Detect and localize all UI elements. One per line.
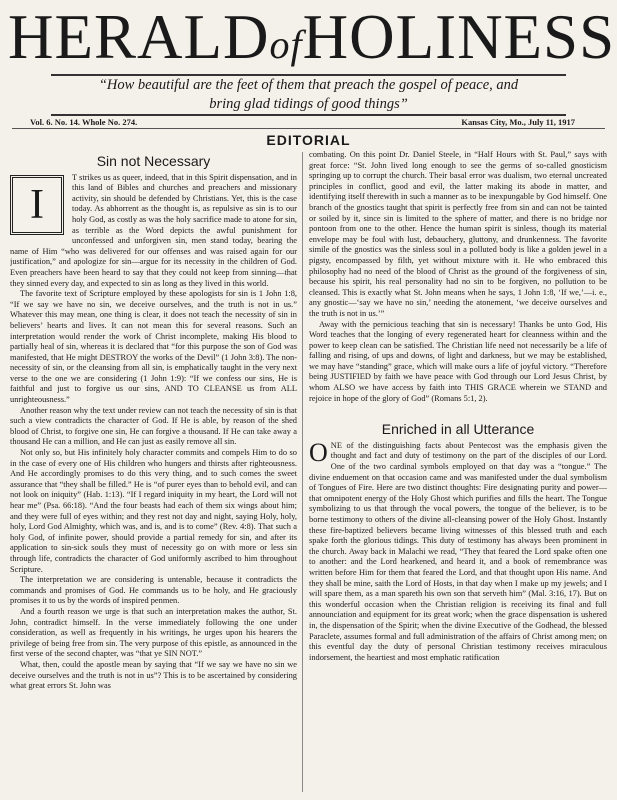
article-paragraph: What, then, could the apostle mean by saying that “If we say we have no sin we deceive ourselves and the truth is not in us”? This is to be ascertained by considering what great errors St. John was [10,659,297,691]
paragraph-text: NE of the distinguishing facts about Pentecost was the emphasis given the thought and fact and duty of testimony on the part of the disciples of our Lord. One of the two cardinal symbols employed on that day was a “tongue.” The divine enduement on that occasion came and was manifested under the dual symbolism of Tongues of Fire. Here are two distinct thoughts: Fire designating purity and power—that omnipotent energy of the Holy Ghost which purifies and fills the heart. The Tongue symbolizing to us that through the vocal powers, the tongue of the believer, is to be borne testimony to others of the divine all-cleansing power of the Holy Ghost. Instantly these fire-baptized believers became living witnesses of this blessed truth and each spake forth the glorious tidings. This duty of testimony has always been prominent in the church. Away back in Malachi we read, “They that feared the Lord spake often one to another: and the Lord hearkened, and heard it, and a book of remembrance was written before Him for them that feared the Lord, and that thought upon His name. And they shall be mine, saith the Lord of Hosts, in that day when I make up my jewels; and I will spare them, as a man spareth his own son that serveth him” (Mal. 3:16, 17). But on this wonderful occasion when the Christian religion is receiving its final and full announciation and equipment for its great work; when the grace dispensation is ushered in, the dispensation of the Spirit; when the divine Executive of the Godhead, the blessed Paraclete, assumes formal and full administration of the affairs of Christ among men; on this eventful day the duty of personal Christian testimony receives miraculous indorsement, the heartiest and most emphatic ratification [309,440,607,662]
masthead-title [8,2,616,80]
issue-volume: Vol. 6. No. 14. Whole No. 274. [30,117,138,127]
masthead-title-of: of [269,22,303,67]
article-paragraph: The favorite text of Scripture employed by these apologists for sin is 1 John 1:8, “If we say we have no sin, we deceive ourselves, and the truth is not in us.” Whatever this may mean, one thing is clear, it does not teach the necessity of sin in believers’ hearts and lives. It can not mean this for several reasons. Such an interpretation would render the work of Christ incomplete, making His blood to partially heal of sin, whereas it is declared that “for this purpose the son of God was manifested, that He might DESTROY the works of the Devil” (1 John 3:8). The non-necessity of sin, or the cleansing from all sin, is emphatically taught in the very next verse to the one we are considering (1 John 1:9): “If we confess our sins, He is faithful and just to forgive us our sins, AND TO CLEANSE us from ALL unrighteousness.” [10,289,297,405]
paragraph-text: T strikes us as queer, indeed, that in this Spirit dispensation, and in this land of Bibles and churches and preachers and missionary activity, sin should be defended by Christians. Yet, this is the case today. As abhorrent as the thought is, as repulsive as sin is to our holy God, as costly as was the holy sacrifice made to atone for sin, as terrible as the Word depicts the awful punishment for unconfessed and unforgiven sin, men stand today, bearing the name of Him “who was delivered for our offenses and was raised again for our justification,” and apologize for sin—argue for its necessity in the children of God. Even preachers have been heard to say that they could not keep from sinning—that they sinned every day, and expected to sin as long as they lived in this world. [10,172,297,288]
masthead-title-holiness: HOLINESS [302,2,616,72]
issue-info [12,116,605,129]
article-title-enriched: Enriched in all Utterance [381,421,535,438]
dropcap-frame [10,175,64,235]
article-paragraph: Not only so, but His infinitely holy character commits and compels Him to do so in the case of every one of His children who hungers and thirsts after righteousness. And He accordingly promises to do this very thing, and to such comes the sweet assurance that “they shall be filled.” He is “of purer eyes than to behold evil, and can not look on iniquity” (Hab. 1:13). “If I regard iniquity in my heart, the Lord will not hear me” (Psa. 66:18). “And the four beasts had each of them six wings about him; and they were full of eyes within; and they rest not day and night, saying Holy, holy, holy, Lord God Almighty, which was, and is, and is to come” (Rev. 4:8). That such a holy God, of infinite power, should provide a partial remedy for sin, and after its application to sin-sick souls they must of necessity go on with more or less sin through life, contradicts the character of God uniformly ascribed to him throughout Scripture. [10,448,297,574]
section-title: EDITORIAL [266,132,351,148]
article-paragraph [309,437,607,663]
article-paragraph [10,173,297,290]
right-column [309,150,607,795]
article-paragraph: Away with the pernicious teaching that sin is necessary! Thanks be unto God, His Word teaches that the longing of every regenerated heart for cleanness within and the power to keep clean can be satisfied. The Christian life need not necessarily be a life of falling and rising, of ups and downs, of light and darkness, but we may be established, we may have “standing” grace, which will make ours a life of joyful victory. “Therefore being JUSTIFIED by faith we have peace with God through our Lord Jesus Christ, by whom ALSO we have access by faith into THIS GRACE wherein we STAND and rejoice in hope of the glory of God” (Romans 5:1, 2). [309,319,607,403]
article-title-sin-not-necessary: Sin not Necessary [96,153,211,169]
article-paragraph: Another reason why the text under review can not teach the necessity of sin is that such a view contradicts the character of God. If He is able, by reason of the shed blood of Christ, to forgive one sin, He can forgive a thousand. If He can take away a thousand He can a million, and He can just as easily remove all sin. [10,405,297,447]
left-column [10,150,297,795]
spacer [309,404,607,418]
article-paragraph: The interpretation we are considering is untenable, because it contradicts the commands and promises of God. He commands us to be holy, and He graciously promises it to us by the words of inspired penmen. [10,575,297,606]
motto-line-2: bring glad tidings of good things” [209,96,408,112]
dropcap-letter: I [30,181,44,228]
issue-date: Kansas City, Mo., July 11, 1917 [461,117,575,127]
motto [51,74,566,116]
masthead-title-herald: HERALD [8,2,270,72]
masthead [8,2,616,72]
column-divider [302,152,303,792]
dropcap-letter: O [309,437,328,467]
article-paragraph: And a fourth reason we urge is that such an interpretation makes the author, St. John, contradict himself. In the verse immediately following the one under consideration, as well as frequently in his writings, he urges upon his hearers the privilege of being free from sin. The very purpose of this epistle, as announced in the first verse of the second chapter, was “that ye SIN NOT.” [10,606,297,659]
article-paragraph: combating. On this point Dr. Daniel Steele, in “Half Hours with St. Paul,” says with great force: “St. John lived long enough to see the germs of so-called gnosticism springing up to corrupt the church. Their basal error was dualism, two eternal uncreated principles in conflict, good and evil, the latter making its abode in matter, and identifying itself therewith in such a manner as to be inexpungable by God himself. One branch of the gnostics taught that spirit is perfectly free from sin and can not be tainted or soiled by it, since sin is limited to the sphere of matter, and there is no bridge nor pontoon from one to the other. Hence the human spirit is sinless, though its material envelope may be foul with lust, debauchery, gluttony, and drunkenness. The favorite simile of the gnostics was the sinless soul in a polluted body is like a golden jewel in a pigsty, encompassed by filth, yet without mixture with it. He who embraced this philosophy had no need of the blood of Christ as the ground of the forgiveness of sin, because his spirit, his real personality had no sin to be forgiven, no pollution to be cleansed. This is exactly what St. John means when he says, 1 John 1:8, ‘If we,’—i. e., any gnostic—‘say we have no sin,’ needing the atonement, ‘we deceive ourselves and the truth is not in us.’” [309,150,607,318]
motto-line-1: “How beautiful are the feet of them that preach the gospel of peace, and [98,77,519,93]
